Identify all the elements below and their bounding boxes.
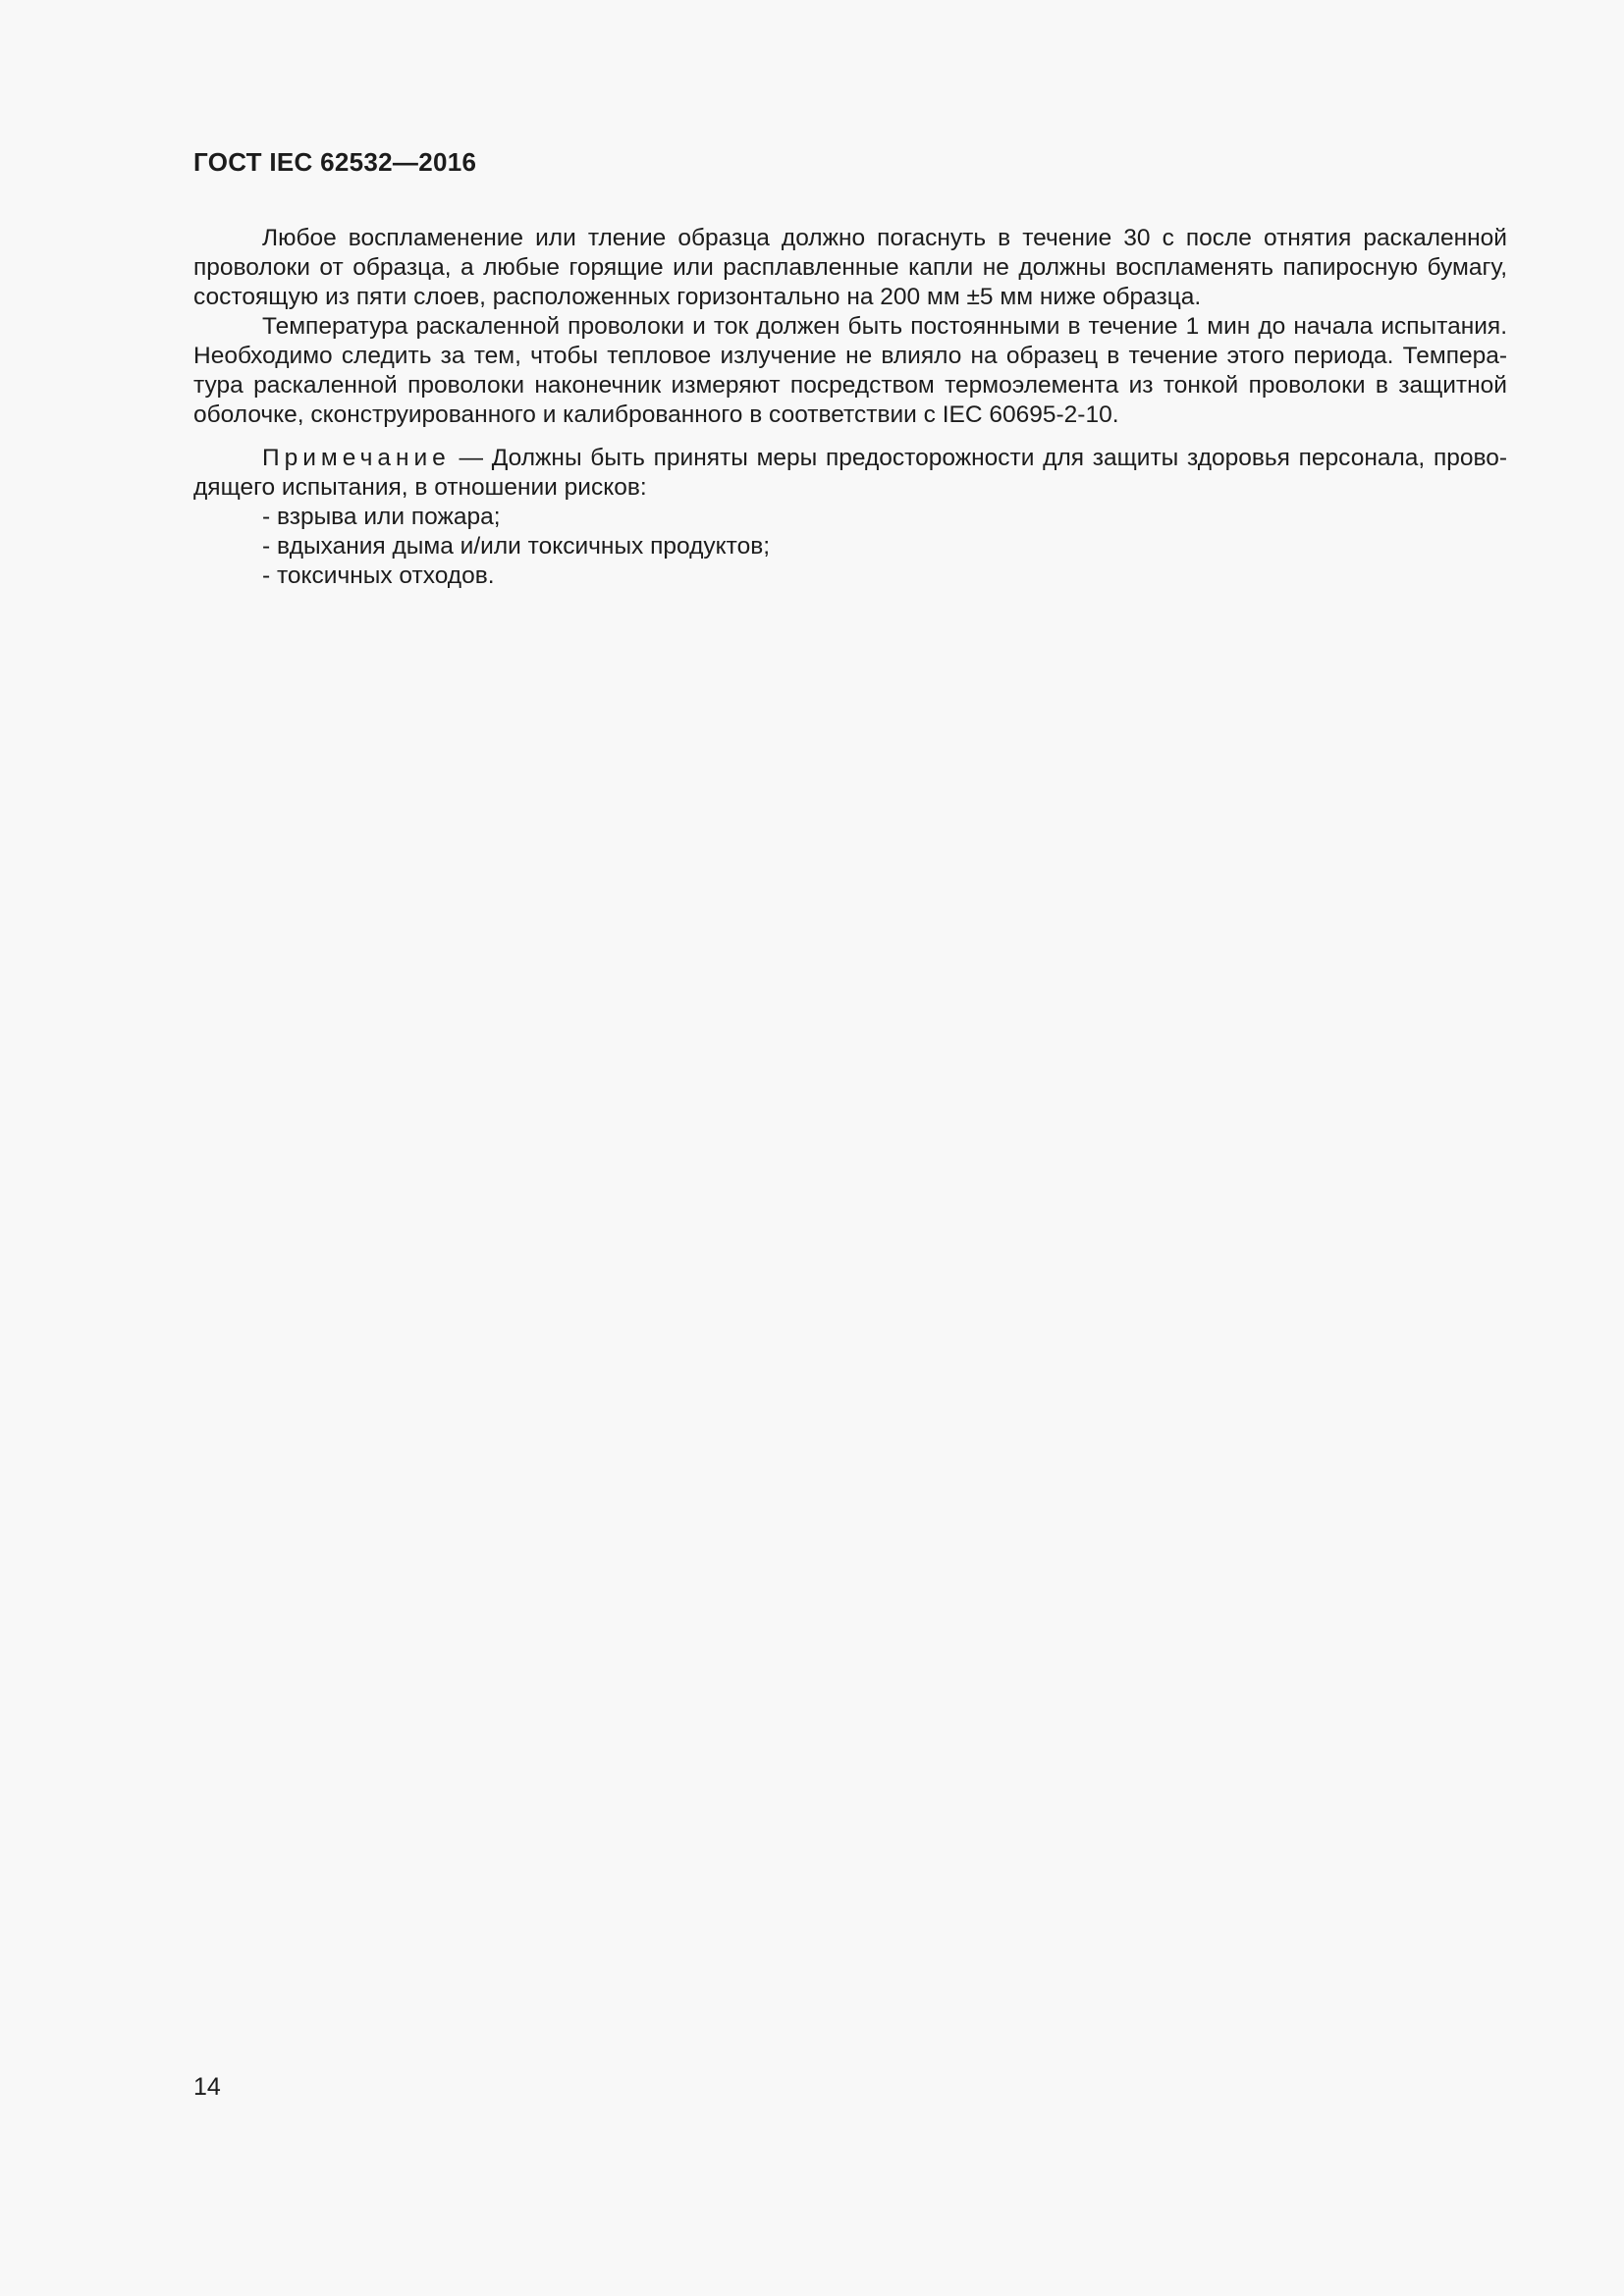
document-body	[193, 224, 1507, 591]
risk-list	[193, 503, 1507, 591]
note-label: Примечание	[262, 445, 451, 471]
page-number: 14	[193, 2073, 221, 2101]
risk-item-fire: - взрыва или пожара;	[262, 504, 501, 530]
risk-item-smoke: - вдыхания дыма и/или токсичных продуктов;	[262, 533, 771, 560]
risk-item-waste: - токсичных отходов.	[262, 562, 495, 589]
note-text: — Должны быть приняты меры предосторожности для защиты здоровья персонала, прово-дящего испытания, в отношении рисков:	[193, 445, 1507, 501]
note-paragraph	[193, 444, 1507, 503]
document-code-header: ГОСТ IEC 62532—2016	[193, 147, 477, 177]
paragraph-ignition: Любое воспламенение или тление образца должно погаснуть в течение 30 с после отнятия раскаленной проволоки от образца, а любые горящие или расплавленные капли не должны воспламенять папиросную бумагу, состоящую из пяти слоев, расположенных горизонтально на 200 мм ±5 мм ниже образца.	[193, 225, 1507, 310]
paragraph-temperature: Температура раскаленной проволоки и ток должен быть постоянными в течение 1 мин до начала испытания. Необходимо следить за тем, чтобы тепловое излучение не влияло на образец в течение этого периода. Темпера-тура раскаленной проволоки наконечник измеряют посредством термоэлемента из тонкой проволоки в защитной оболочке, сконструированного и калиброванного в соответствии с IEC 60695-2-10.	[193, 313, 1507, 428]
